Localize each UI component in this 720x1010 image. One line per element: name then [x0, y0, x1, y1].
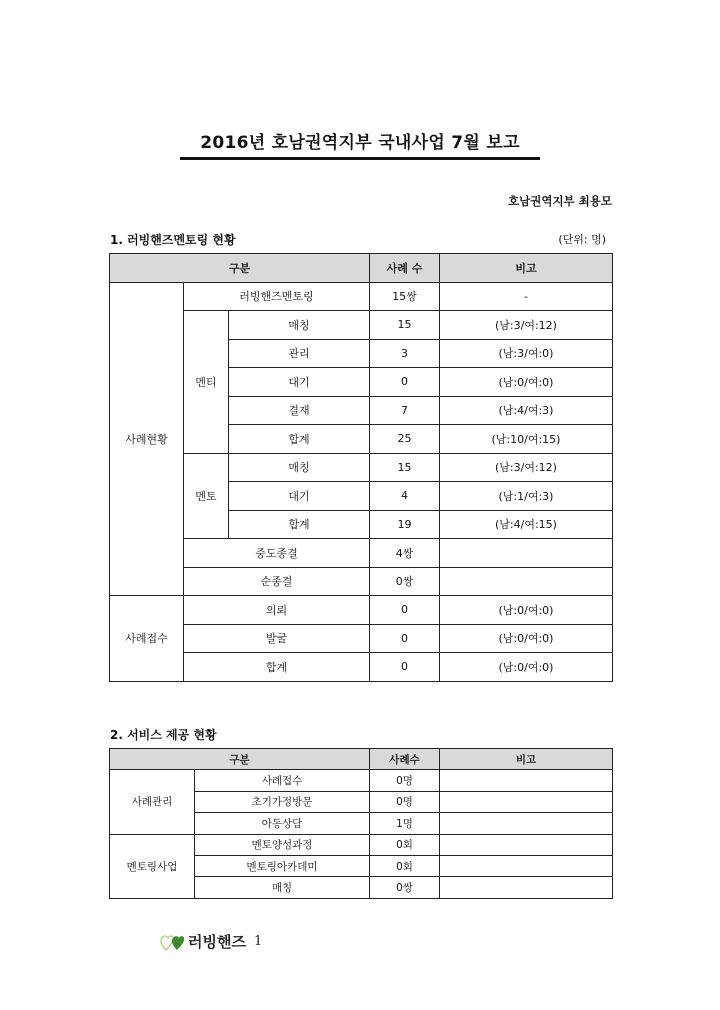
row-note — [440, 834, 613, 855]
row-note: (남:10/여:15) — [440, 425, 613, 454]
row-count: 0쌍 — [370, 567, 440, 596]
row-label: 초기가정방문 — [195, 791, 370, 812]
row-note — [440, 877, 613, 898]
row-label: 대기 — [229, 368, 370, 397]
header-count: 사례 수 — [370, 254, 440, 283]
subgroup-mentee: 멘티 — [184, 311, 229, 454]
page-number: 1 — [253, 933, 263, 949]
row-count: 0회 — [370, 855, 440, 876]
row-label: 아동상담 — [195, 813, 370, 834]
row-label: 합계 — [184, 653, 370, 682]
row-count: 0쌍 — [370, 877, 440, 898]
row-note — [440, 770, 613, 791]
row-label: 러빙핸즈멘토링 — [184, 282, 370, 311]
row-count: 15 — [370, 311, 440, 340]
group-case-status: 사례현황 — [110, 282, 184, 596]
row-note: (남:0/여:0) — [440, 624, 613, 653]
row-label: 합계 — [229, 425, 370, 454]
row-count: 15쌍 — [370, 282, 440, 311]
row-count: 3 — [370, 339, 440, 368]
table-row — [110, 282, 613, 311]
row-label: 합계 — [229, 510, 370, 539]
row-note: (남:1/여:3) — [440, 482, 613, 511]
row-label: 멘토링아카데미 — [195, 855, 370, 876]
group-case-intake: 사례접수 — [110, 596, 184, 682]
table-row — [110, 770, 613, 791]
row-note — [440, 855, 613, 876]
row-label: 매칭 — [195, 877, 370, 898]
footer-logo — [160, 930, 262, 952]
two-hearts-icon — [160, 930, 186, 952]
row-count: 0 — [370, 653, 440, 682]
header-count: 사례수 — [370, 749, 440, 770]
author-line: 호남권역지부 최용모 — [508, 194, 612, 208]
group-case-manage: 사례관리 — [110, 770, 195, 834]
row-label: 관리 — [229, 339, 370, 368]
table-row — [110, 834, 613, 855]
document-title: 2016년 호남권역지부 국내사업 7월 보고 — [200, 133, 520, 153]
row-count: 4쌍 — [370, 539, 440, 568]
row-label: 중도종결 — [184, 539, 370, 568]
row-note: (남:4/여:3) — [440, 396, 613, 425]
row-note: (남:0/여:0) — [440, 596, 613, 625]
header-category: 구분 — [110, 749, 370, 770]
table-row — [110, 596, 613, 625]
row-note: (남:3/여:12) — [440, 453, 613, 482]
service-status-table — [109, 748, 613, 899]
header-category: 구분 — [110, 254, 370, 283]
table-row — [110, 453, 613, 482]
subgroup-mentor: 멘토 — [184, 453, 229, 539]
group-mentoring-project: 멘토링사업 — [110, 834, 195, 898]
row-label: 대기 — [229, 482, 370, 511]
row-note — [440, 813, 613, 834]
row-count: 25 — [370, 425, 440, 454]
row-count: 7 — [370, 396, 440, 425]
section2-title: 2. 서비스 제공 현황 — [110, 728, 217, 742]
row-count: 19 — [370, 510, 440, 539]
row-note — [440, 539, 613, 568]
row-note: (남:0/여:0) — [440, 368, 613, 397]
row-count: 0명 — [370, 791, 440, 812]
table-row — [110, 624, 613, 653]
row-note — [440, 791, 613, 812]
header-note: 비고 — [440, 254, 613, 283]
table-row — [110, 539, 613, 568]
row-note: (남:0/여:0) — [440, 653, 613, 682]
table-header-row — [110, 749, 613, 770]
row-count: 0 — [370, 624, 440, 653]
row-note: (남:3/여:0) — [440, 339, 613, 368]
mentoring-status-table — [109, 253, 613, 682]
row-note — [440, 567, 613, 596]
row-count: 0 — [370, 596, 440, 625]
row-count: 15 — [370, 453, 440, 482]
section1-unit: (단위: 명) — [558, 233, 606, 246]
row-note: (남:4/여:15) — [440, 510, 613, 539]
section1-title: 1. 러빙핸즈멘토링 현황 — [110, 233, 236, 247]
row-count: 1명 — [370, 813, 440, 834]
row-label: 발굴 — [184, 624, 370, 653]
row-count: 0명 — [370, 770, 440, 791]
row-label: 결재 — [229, 396, 370, 425]
row-label: 순종결 — [184, 567, 370, 596]
table-header-row — [110, 254, 613, 283]
table-row — [110, 567, 613, 596]
header-note: 비고 — [440, 749, 613, 770]
row-count: 4 — [370, 482, 440, 511]
row-label: 의뢰 — [184, 596, 370, 625]
table-row — [110, 311, 613, 340]
logo-text: 러빙핸즈 — [188, 932, 246, 951]
row-label: 매칭 — [229, 311, 370, 340]
row-note: - — [440, 282, 613, 311]
row-note: (남:3/여:12) — [440, 311, 613, 340]
table-row — [110, 653, 613, 682]
row-count: 0회 — [370, 834, 440, 855]
row-label: 사례접수 — [195, 770, 370, 791]
row-label: 멘토양성과정 — [195, 834, 370, 855]
row-label: 매칭 — [229, 453, 370, 482]
row-count: 0 — [370, 368, 440, 397]
title-underline — [180, 157, 540, 160]
